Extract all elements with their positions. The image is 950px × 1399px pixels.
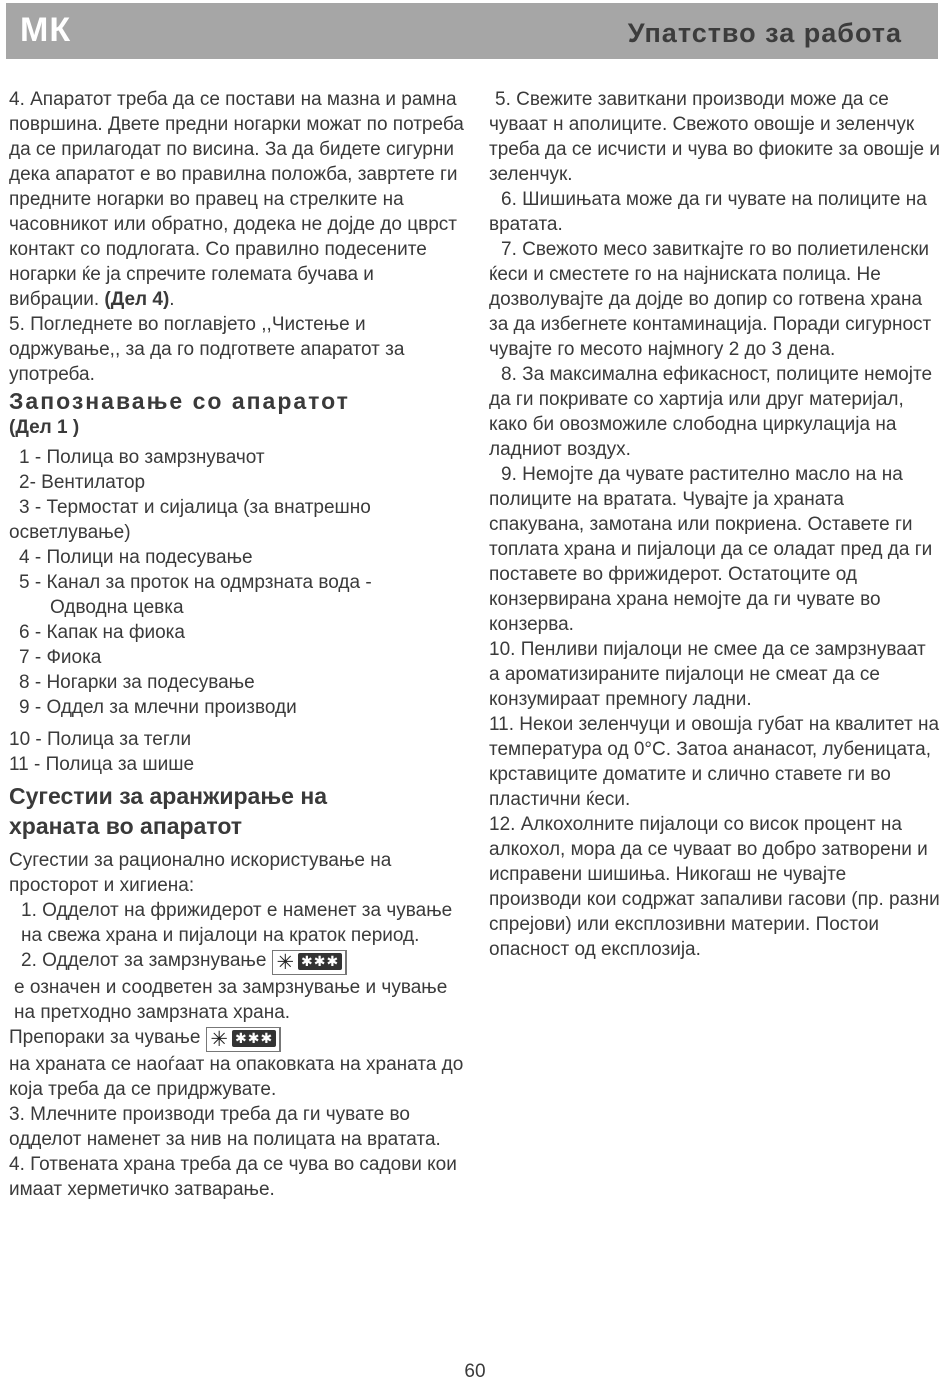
part-item: 11 - Полица за шише xyxy=(9,754,195,775)
suggestion-8: 8. За максимална ефикасност, полиците немојте да ги покривате со хартија или друг материјал, како би овозможиле слободна циркулација на ладниот воздух. xyxy=(489,364,933,460)
part-item: 5 - Канал за проток на одмрзната вода - xyxy=(19,572,372,593)
header-title: Упатство за работа xyxy=(627,18,902,48)
suggestion-2 xyxy=(9,948,464,975)
part-item: 6 - Капак на фиока xyxy=(19,622,185,643)
part-item: 9 - Оддел за млечни производи xyxy=(19,697,297,718)
paragraph-text: 4. Апаратот треба да се постави на мазна и рамна површина. Двете предни ногарки можат по потреба да се прилагодат по висина. За да бидете сигурни дека апаратот е во правилна положба, завртете ги предните ногарки во правец на стрелките на часовникот или обратно, додека не дојде до цврст контакт со подлогата. Со правилно подесените ногарки ќе ја спречите големата бучава и вибрации. xyxy=(9,89,464,310)
page-number: 60 xyxy=(464,1361,486,1382)
section-title-overview: Запознавање со апаратот xyxy=(9,388,350,414)
freezer-star-icon xyxy=(206,1027,281,1052)
snowflake-icon: ✳ xyxy=(210,1028,229,1051)
suggestion-12: 12. Алкохолните пијалоци со висок процент на алкохол, мора да се чуваат во добро затворени и исправени шишиња. Никогаш не чувајте производи кои содржат запаливи гасови (пр. разни спрејови) или експлозивни материи. Постои опасност од експлозија. xyxy=(489,814,940,960)
suggestion-2-text: 2. Одделот за замрзнување xyxy=(21,950,267,971)
right-column xyxy=(489,87,941,962)
part-item: 3 - Термостат и сијалица (за внатрешно xyxy=(19,497,371,518)
left-column xyxy=(9,87,464,1202)
three-star-icon: ✱✱✱ xyxy=(232,1030,276,1047)
part-item-continuation: Одводна цевка xyxy=(50,597,184,618)
suggestion-5: 5. Свежите завиткани производи може да се чуваат н аполиците. Свежото овошје и зеленчук треба да се исчисти и чува во фиоките за овошје и зеленчук. xyxy=(489,89,941,185)
part-item: 7 - Фиока xyxy=(19,647,102,668)
paragraph-leveling xyxy=(9,87,464,312)
part-item-continuation: осветлување) xyxy=(9,522,131,543)
suggestion-7: 7. Свежото месо завиткајте го во полиетиленски ќеси и сместете го на најниската полица. Не дозволувајте да дојде во допир со готвена храна за да избегнете контаминација. Поради сигурност чувајте го месото најмногу 2 до 3 дена. xyxy=(489,239,932,360)
suggestion-11: 11. Некои зеленчуци и овошја губат на квалитет на температура од 0°C. Затоа ананасот, лубеницата, крставиците доматите и слично ставете ги во пластични ќеси. xyxy=(489,714,940,810)
part-reference: (Дел 4) xyxy=(104,289,170,310)
paragraph-cleaning: 5. Погледнете во поглавјето ,,Чистење и одржување,, за да го подгответе апаратот за употреба. xyxy=(9,314,405,385)
suggestion-6: 6. Шишињата може да ги чувате на полиците на вратата. xyxy=(489,189,927,235)
suggestion-9: 9. Немојте да чувате растително масло на на полиците на вратата. Чувајте ја храната спакувана, замотана или покриена. Оставете ги топлата храна и пијалоци да се оладат пред да ги поставете во фрижидерот. Остатоците од конзервирана храна немојте да ги чувате во конзерва. xyxy=(489,464,933,635)
suggestion-1: 1. Одделот на фрижидерот е наменет за чување на свежа храна и пијалоци на краток период. xyxy=(21,900,453,946)
three-star-icon: ✱✱✱ xyxy=(298,953,342,970)
storage-recommendations-continued: на храната се наоѓаат на опаковката на храната до која треба да се придржувате. xyxy=(9,1054,464,1100)
storage-recommendations-text: Препораки за чување xyxy=(9,1027,201,1048)
section-title-arrangement-line1: Сугестии за аранжирање на xyxy=(9,783,328,809)
language-code: МК xyxy=(20,11,72,49)
part-item: 1 - Полица во замрзнувачот xyxy=(19,447,265,468)
arrangement-intro: Сугестии за рационално искористување на просторот и хигиена: xyxy=(9,850,392,896)
part-item: 8 - Ногарки за подесување xyxy=(19,672,255,693)
part-item: 4 - Полици на подесување xyxy=(19,547,253,568)
storage-recommendations xyxy=(9,1025,464,1052)
paragraph-end: . xyxy=(169,289,175,310)
freezer-star-icon xyxy=(272,950,347,975)
page-header xyxy=(6,3,938,59)
part-item: 10 - Полица за тегли xyxy=(9,729,192,750)
suggestion-3: 3. Млечните производи треба да ги чувате во одделот наменет за нив на полицата на вратата. xyxy=(9,1104,441,1150)
suggestion-4: 4. Готвената храна треба да се чува во садови кои имаат херметичко затварање. xyxy=(9,1154,457,1200)
suggestion-2-continued: е означен и соодветен за замрзнување и чување на претходно замрзната храна. xyxy=(14,977,448,1023)
section-title-arrangement-line2: храната во апаратот xyxy=(9,813,243,839)
section-subtitle-part: (Дел 1 ) xyxy=(9,417,80,438)
snowflake-icon: ✳ xyxy=(276,951,295,974)
part-item: 2- Вентилатор xyxy=(19,472,146,493)
suggestion-10: 10. Пенливи пијалоци не смее да се замрзнуваат а ароматизираните пијалоци не смеат да се конзумираат премногу ладни. xyxy=(489,639,926,710)
